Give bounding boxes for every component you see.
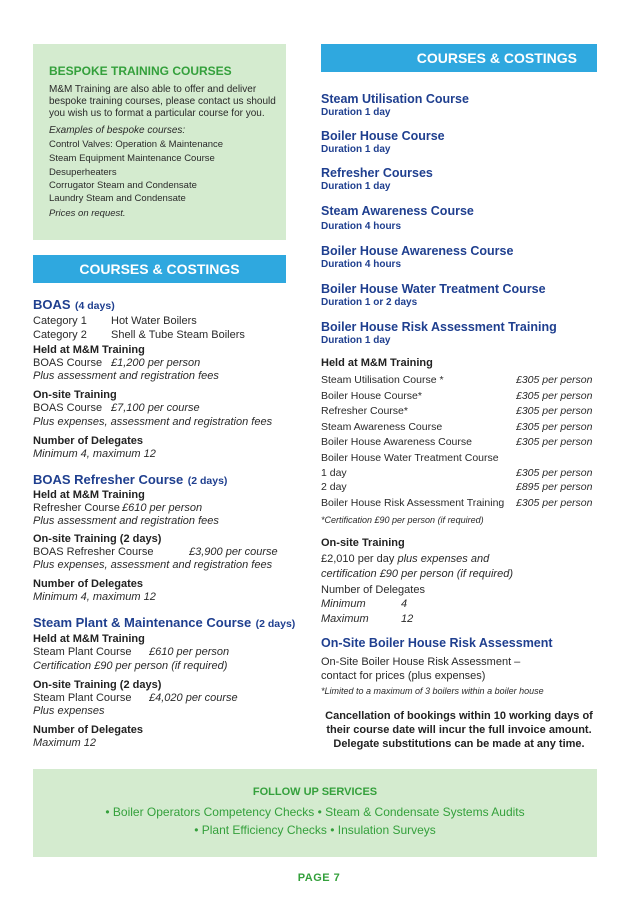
right-delegates-heading: Number of Delegates bbox=[321, 584, 425, 596]
refresher-held-price: £610 per person bbox=[122, 502, 203, 514]
follow-up-line2: • Plant Efficiency Checks • Insulation Surveys bbox=[194, 823, 436, 837]
boas-days: (4 days) bbox=[75, 300, 115, 312]
course-duration: Duration 1 day bbox=[321, 181, 391, 192]
price-row-price: £305 per person bbox=[516, 467, 593, 479]
bespoke-example-item: Laundry Steam and Condensate bbox=[49, 193, 186, 204]
refresher-onsite-course: BOAS Refresher Course bbox=[33, 546, 154, 558]
left-section-banner: COURSES & COSTINGS bbox=[33, 255, 286, 283]
course-title: Boiler House Awareness Course bbox=[321, 244, 514, 258]
bespoke-intro-3: you wish us to format a particular course for you. bbox=[49, 108, 265, 119]
follow-up-line1: • Boiler Operators Competency Checks • Steam & Condensate Systems Audits bbox=[105, 805, 525, 819]
refresher-onsite-heading: On-site Training (2 days) bbox=[33, 533, 162, 545]
right-onsite-heading: On-site Training bbox=[321, 537, 405, 549]
course-duration: Duration 1 or 2 days bbox=[321, 297, 418, 308]
risk-assessment-note: *Limited to a maximum of 3 boilers within a boiler house bbox=[321, 686, 544, 696]
bespoke-title: BESPOKE TRAINING COURSES bbox=[49, 64, 232, 78]
boas-delegates-value: Minimum 4, maximum 12 bbox=[33, 448, 156, 460]
cancellation-notice bbox=[321, 709, 597, 751]
plant-held-course: Steam Plant Course bbox=[33, 646, 132, 658]
course-duration: Duration 1 day bbox=[321, 335, 391, 346]
boas-cat2-label: Category 2 bbox=[33, 329, 87, 341]
boas-held-price: £1,200 per person bbox=[111, 357, 201, 369]
course-title: Boiler House Risk Assessment Training bbox=[321, 320, 557, 334]
boas-onsite-note: Plus expenses, assessment and registration fees bbox=[33, 416, 273, 428]
right-held-heading: Held at M&M Training bbox=[321, 357, 433, 369]
refresher-days: (2 days) bbox=[187, 475, 228, 487]
onsite-day-rate: £2,010 per day bbox=[321, 553, 395, 565]
refresher-delegates-heading: Number of Delegates bbox=[33, 578, 144, 590]
boas-held-note: Plus assessment and registration fees bbox=[33, 370, 219, 382]
bespoke-intro-1: M&M Training are also able to offer and deliver bbox=[49, 84, 257, 95]
bespoke-example-item: Steam Equipment Maintenance Course bbox=[49, 153, 215, 164]
refresher-title: BOAS Refresher Course bbox=[33, 472, 184, 487]
course-duration: Duration 1 day bbox=[321, 144, 391, 155]
plant-held-note: Certification £90 per person (if required) bbox=[33, 660, 228, 672]
right-section-banner: COURSES & COSTINGS bbox=[321, 44, 597, 72]
course-title: Boiler House Water Treatment Course bbox=[321, 282, 546, 296]
follow-up-title: FOLLOW UP SERVICES bbox=[252, 786, 378, 798]
plant-title: Steam Plant & Maintenance Course bbox=[33, 615, 252, 630]
risk-assessment-title: On-Site Boiler House Risk Assessment bbox=[321, 636, 553, 650]
bespoke-examples-heading: Examples of bespoke courses: bbox=[49, 125, 186, 136]
boas-onsite-course: BOAS Course bbox=[33, 402, 103, 414]
price-row-price: £305 per person bbox=[516, 374, 593, 386]
price-row-name: Boiler House Course* bbox=[321, 390, 422, 402]
plant-onsite-heading: On-site Training (2 days) bbox=[33, 679, 162, 691]
risk-assessment-line2: contact for prices (plus expenses) bbox=[321, 670, 486, 682]
price-row-name: Boiler House Risk Assessment Training bbox=[321, 497, 505, 509]
refresher-delegates-value: Minimum 4, maximum 12 bbox=[33, 591, 156, 603]
boas-held-course: BOAS Course bbox=[33, 357, 103, 369]
price-row-price: £305 per person bbox=[516, 405, 593, 417]
plant-held-price: £610 per person bbox=[149, 646, 230, 658]
course-title: Refresher Courses bbox=[321, 166, 433, 180]
course-duration: Duration 4 hours bbox=[321, 221, 402, 232]
right-onsite-line1 bbox=[321, 553, 489, 565]
plant-delegates-heading: Number of Delegates bbox=[33, 724, 144, 736]
plant-held-heading: Held at M&M Training bbox=[33, 633, 145, 645]
bespoke-intro-2: bespoke training courses, please contact us should bbox=[49, 96, 276, 107]
plant-onsite-note: Plus expenses bbox=[33, 705, 105, 717]
right-onsite-line2: certification £90 per person (if required) bbox=[321, 568, 513, 580]
bespoke-example-item: Desuperheaters bbox=[49, 167, 117, 178]
risk-assessment-line1: On-Site Boiler House Risk Assessment – bbox=[321, 656, 521, 668]
price-row-name: Refresher Course* bbox=[321, 405, 408, 417]
plant-heading bbox=[33, 614, 295, 632]
plant-onsite-price: £4,020 per course bbox=[149, 692, 238, 704]
plant-onsite-course: Steam Plant Course bbox=[33, 692, 132, 704]
cancellation-line: their course date will incur the full invoice amount. bbox=[326, 724, 592, 736]
course-duration: Duration 1 day bbox=[321, 107, 391, 118]
delegates-max-value: 12 bbox=[401, 613, 414, 625]
boas-delegates-heading: Number of Delegates bbox=[33, 435, 144, 447]
onsite-day-rate-note: plus expenses and bbox=[397, 553, 490, 565]
boas-cat1-label: Category 1 bbox=[33, 315, 87, 327]
boas-onsite-price: £7,100 per course bbox=[111, 402, 200, 414]
refresher-held-note: Plus assessment and registration fees bbox=[33, 515, 219, 527]
refresher-held-heading: Held at M&M Training bbox=[33, 489, 145, 501]
page-number: PAGE 7 bbox=[297, 872, 341, 884]
delegates-min-label: Minimum bbox=[321, 598, 366, 610]
boas-held-heading: Held at M&M Training bbox=[33, 344, 145, 356]
certification-note: *Certification £90 per person (if required) bbox=[321, 515, 484, 525]
cancellation-line: Delegate substitutions can be made at any time. bbox=[333, 738, 585, 750]
delegates-min-value: 4 bbox=[401, 598, 408, 610]
refresher-heading bbox=[33, 471, 227, 489]
course-title: Steam Utilisation Course bbox=[321, 92, 469, 106]
price-row-name: Steam Utilisation Course * bbox=[321, 374, 444, 386]
price-row-name: Boiler House Water Treatment Course bbox=[321, 452, 499, 464]
bespoke-example-item: Control Valves: Operation & Maintenance bbox=[49, 139, 224, 150]
price-row-name: Boiler House Awareness Course bbox=[321, 436, 472, 448]
price-row-name: 1 day bbox=[321, 467, 347, 479]
plant-days: (2 days) bbox=[255, 618, 296, 630]
course-title: Steam Awareness Course bbox=[321, 204, 474, 218]
price-row-price: £305 per person bbox=[516, 436, 593, 448]
boas-title: BOAS bbox=[33, 297, 71, 312]
refresher-onsite-note: Plus expenses, assessment and registration fees bbox=[33, 559, 273, 571]
price-row-name: Steam Awareness Course bbox=[321, 421, 443, 433]
price-row-price: £305 per person bbox=[516, 390, 593, 402]
bespoke-prices-note: Prices on request. bbox=[49, 208, 126, 219]
boas-cat2-value: Shell & Tube Steam Boilers bbox=[111, 329, 245, 341]
price-row-name: 2 day bbox=[321, 481, 347, 493]
boas-heading bbox=[33, 296, 115, 314]
delegates-max-label: Maximum bbox=[321, 613, 369, 625]
bespoke-example-item: Corrugator Steam and Condensate bbox=[49, 180, 197, 191]
price-row-price: £305 per person bbox=[516, 497, 593, 509]
cancellation-line: Cancellation of bookings within 10 working days of bbox=[325, 710, 593, 722]
course-duration: Duration 4 hours bbox=[321, 259, 402, 270]
refresher-onsite-price: £3,900 per course bbox=[189, 546, 278, 558]
plant-delegates-value: Maximum 12 bbox=[33, 737, 96, 749]
refresher-held-course: Refresher Course bbox=[33, 502, 120, 514]
price-row-price: £305 per person bbox=[516, 421, 593, 433]
boas-onsite-heading: On-site Training bbox=[33, 389, 117, 401]
boas-cat1-value: Hot Water Boilers bbox=[111, 315, 197, 327]
price-row-price: £895 per person bbox=[516, 481, 593, 493]
course-title: Boiler House Course bbox=[321, 129, 445, 143]
